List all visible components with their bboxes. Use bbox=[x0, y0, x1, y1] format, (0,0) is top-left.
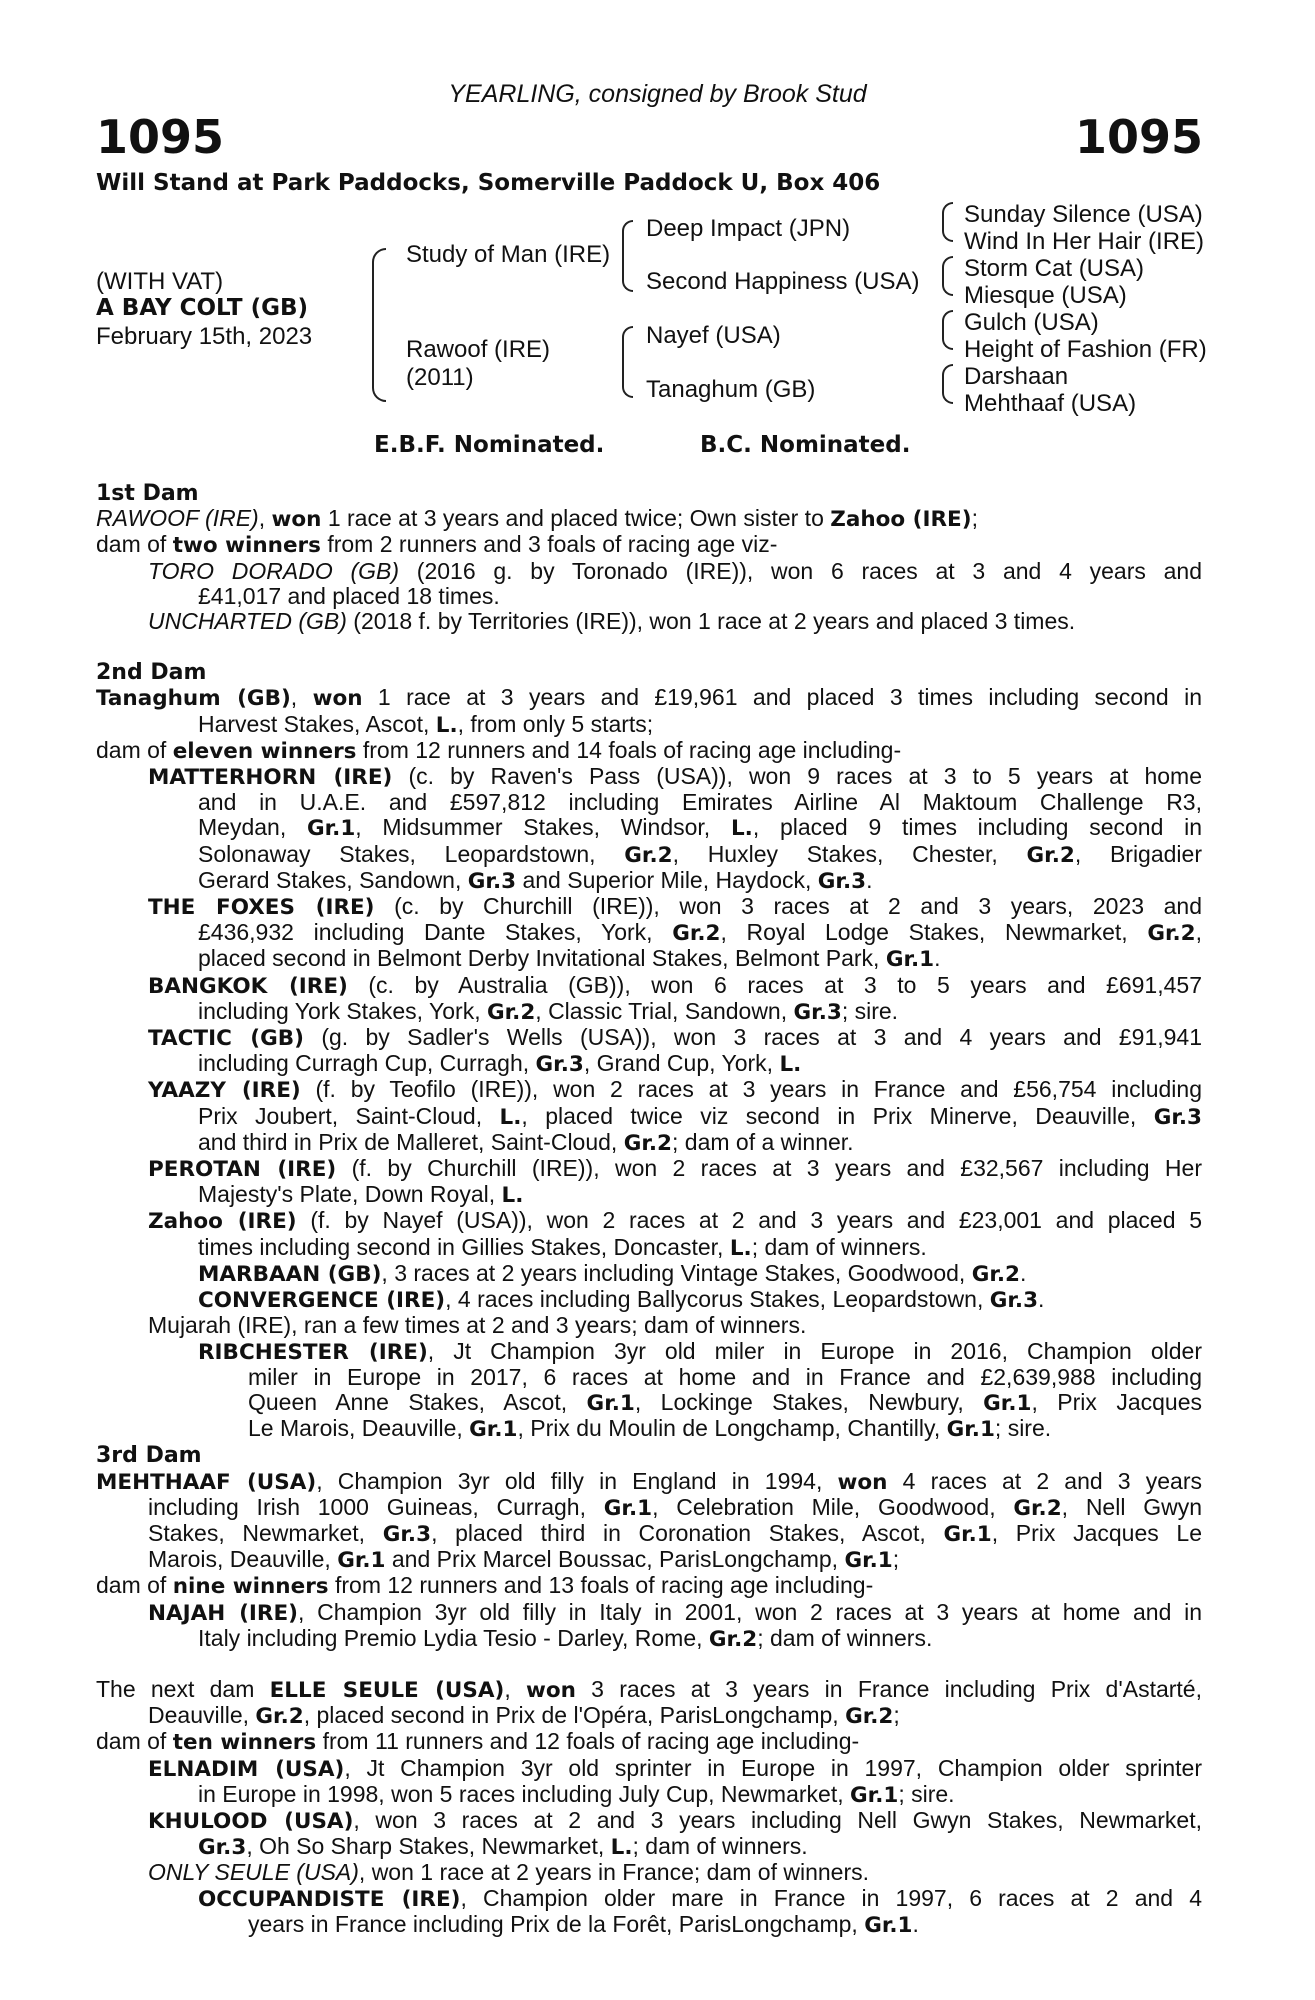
line-text: , bbox=[290, 684, 313, 711]
bold-text: OCCUPANDISTE (IRE) bbox=[198, 1886, 461, 1912]
line-text: , Nell Gwyn bbox=[1061, 1493, 1202, 1520]
catalogue-line bbox=[96, 1182, 1202, 1208]
bold-text: Tanaghum (GB) bbox=[96, 686, 291, 712]
bold-text: NAJAH (IRE) bbox=[148, 1600, 298, 1626]
line-text: dam of bbox=[96, 736, 173, 763]
line-text: and third in Prix de Malleret, Saint-Cloud, bbox=[198, 1128, 624, 1155]
bold-text: Gr.3 bbox=[467, 868, 517, 894]
catalogue-line bbox=[96, 1313, 1202, 1338]
line-text: Le Marois, Deauville, bbox=[248, 1415, 470, 1442]
line-text: 3 races at 3 years in France including Prix d'Astarté, bbox=[575, 1675, 1202, 1702]
catalogue-line bbox=[96, 842, 1202, 868]
catalogue-line bbox=[96, 1025, 1202, 1051]
line-text: . bbox=[866, 866, 873, 893]
line-text: Prix Joubert, Saint-Cloud, bbox=[198, 1102, 500, 1129]
bold-text: Gr.3 bbox=[535, 1052, 584, 1078]
line-text: and Superior Mile, Haydock, bbox=[516, 866, 818, 893]
catalogue-line bbox=[96, 1104, 1202, 1130]
bold-text: Zahoo (IRE) bbox=[830, 507, 972, 533]
pedigree-dam-sire: Nayef (USA) bbox=[646, 322, 781, 349]
line-text: (c. by Australia (GB)), won 6 races at 3 to 5 years and £691,457 bbox=[347, 971, 1202, 998]
bold-text: Gr.2 bbox=[623, 1130, 673, 1156]
line-text: dam of bbox=[96, 1728, 173, 1755]
catalogue-line bbox=[96, 1077, 1202, 1103]
line-text: (2016 g. by Toronado (IRE)), won 6 races at 3 and 4 years and bbox=[399, 557, 1202, 584]
line-text: ; bbox=[971, 505, 978, 532]
paragraph-gap bbox=[96, 1652, 1202, 1677]
pedigree-brace-g1 bbox=[942, 202, 953, 242]
catalogue-line bbox=[96, 790, 1202, 815]
ebf-nomination: E.B.F. Nominated. bbox=[374, 432, 605, 458]
line-text: ; dam of winners. bbox=[632, 1833, 808, 1860]
bold-text: Gr.1 bbox=[983, 1390, 1032, 1416]
line-text: ; bbox=[892, 1546, 900, 1573]
bold-text: Gr.2 bbox=[486, 999, 536, 1025]
line-text: . bbox=[912, 1910, 919, 1937]
catalogue-line bbox=[96, 506, 1202, 532]
catalogue-line bbox=[96, 1808, 1202, 1834]
bold-text: TACTIC (GB) bbox=[148, 1026, 304, 1052]
bold-text: Gr.3 bbox=[793, 999, 842, 1025]
catalogue-line bbox=[96, 946, 1202, 972]
bold-text: Gr.1 bbox=[306, 816, 356, 842]
pedigree-g3: Storm Cat (USA) bbox=[964, 255, 1145, 282]
catalogue-line bbox=[96, 1261, 1202, 1287]
line-text: ; dam of winners. bbox=[751, 1233, 927, 1260]
bold-text: L. bbox=[501, 1183, 524, 1209]
line-text: The next dam bbox=[96, 1675, 270, 1702]
catalogue-line bbox=[96, 1051, 1202, 1077]
bold-text: won bbox=[271, 507, 322, 533]
bold-text: Gr.2 bbox=[255, 1704, 304, 1730]
line-text: ; bbox=[893, 1702, 900, 1729]
catalogue-line bbox=[96, 1339, 1202, 1365]
line-text: Gerard Stakes, Sandown, bbox=[198, 866, 468, 893]
bold-text: Gr.2 bbox=[1026, 842, 1075, 868]
line-text: £41,017 and placed 18 times. bbox=[198, 582, 500, 609]
line-text: , won 3 races at 2 and 3 years including Nell Gwyn Stakes, Newmarket, bbox=[353, 1806, 1203, 1833]
line-text: 4 races at 2 and 3 years bbox=[887, 1467, 1203, 1494]
bold-text: Gr.2 bbox=[845, 1704, 894, 1730]
line-text: Solonaway Stakes, Leopardstown, bbox=[198, 840, 625, 867]
bold-text: Gr.2 bbox=[624, 842, 673, 868]
catalogue-line bbox=[96, 1521, 1202, 1547]
line-text: Stakes, Newmarket, bbox=[148, 1519, 383, 1546]
line-text: ; sire. bbox=[898, 1780, 955, 1807]
vat-note: (WITH VAT) bbox=[96, 268, 224, 295]
line-text: from 2 runners and 3 foals of racing age viz- bbox=[320, 531, 778, 558]
line-text: (c. by Churchill (IRE)), won 3 races at 2 and 3 years, 2023 and bbox=[374, 893, 1202, 920]
bold-text: L. bbox=[435, 712, 458, 738]
bold-text: Gr.3 bbox=[382, 1521, 432, 1547]
line-text: , placed third in Coronation Stakes, Ascot, bbox=[431, 1519, 944, 1546]
bold-text: Gr.1 bbox=[844, 1548, 893, 1574]
line-text: including Irish 1000 Guineas, Curragh, bbox=[148, 1493, 604, 1520]
line-text: miler in Europe in 2017, 6 races at home and in France and £2,639,988 including bbox=[248, 1363, 1202, 1390]
bold-text: Gr.2 bbox=[672, 921, 721, 947]
line-text: Majesty's Plate, Down Royal, bbox=[198, 1181, 502, 1208]
line-text: dam of bbox=[96, 531, 173, 558]
line-text: years in France including Prix de la Forêt, ParisLongchamp, bbox=[248, 1910, 865, 1937]
bold-text: won bbox=[525, 1677, 576, 1703]
line-text: , Champion 3yr old filly in England in 1994, bbox=[316, 1467, 838, 1494]
bold-text: MARBAAN (GB) bbox=[198, 1261, 382, 1287]
line-text: , Brigadier bbox=[1074, 840, 1202, 867]
line-text: , Champion 3yr old filly in Italy in 2001, won 2 races at 3 years at home and in bbox=[297, 1598, 1202, 1625]
catalogue-line bbox=[96, 532, 1202, 558]
bold-text: THE FOXES (IRE) bbox=[148, 895, 375, 921]
line-text: , 3 races at 2 years including Vintage Stakes, Goodwood, bbox=[381, 1259, 972, 1286]
pedigree-sire: Study of Man (IRE) bbox=[406, 241, 611, 268]
catalogue-line bbox=[96, 1442, 1202, 1468]
line-text: from 12 runners and 14 foals of racing age including- bbox=[356, 736, 902, 763]
section-heading: 1st Dam bbox=[96, 481, 199, 506]
catalogue-line bbox=[96, 1703, 1202, 1729]
line-text: and Prix Marcel Boussac, ParisLongchamp, bbox=[385, 1546, 845, 1573]
horse-name: A BAY COLT (GB) bbox=[96, 295, 309, 321]
line-text: . bbox=[934, 945, 941, 972]
bold-text: Gr.1 bbox=[885, 947, 935, 973]
line-text: in Europe in 1998, won 5 races including July Cup, Newmarket, bbox=[198, 1780, 851, 1807]
line-text: including York Stakes, York, bbox=[198, 997, 487, 1024]
paragraph-gap bbox=[96, 634, 1202, 659]
bold-text: two winners bbox=[172, 533, 321, 559]
line-text: , Jt Champion 3yr old sprinter in Europe in 1997, Champion older sprinter bbox=[344, 1754, 1202, 1781]
consignment-note: YEARLING, consigned by Brook Stud bbox=[448, 80, 867, 108]
horse-dob: February 15th, 2023 bbox=[96, 323, 313, 350]
catalogue-line bbox=[96, 1469, 1202, 1495]
pedigree-brace-sire bbox=[622, 220, 633, 292]
catalogue-line bbox=[96, 868, 1202, 894]
pedigree-g5: Gulch (USA) bbox=[964, 309, 1099, 336]
catalogue-line bbox=[96, 1729, 1202, 1755]
catalogue-line bbox=[96, 1782, 1202, 1808]
pedigree-brace-dam bbox=[622, 326, 633, 398]
bold-text: MEHTHAAF (USA) bbox=[96, 1469, 317, 1495]
line-text: , Prix Jacques bbox=[1031, 1388, 1202, 1415]
line-text: , Lockinge Stakes, Newbury, bbox=[634, 1388, 984, 1415]
lot-number-left: 1095 bbox=[96, 110, 225, 164]
italic-text: UNCHARTED (GB) bbox=[148, 608, 347, 635]
line-text: (f. by Teofilo (IRE)), won 2 races at 3 years in France and £56,754 including bbox=[300, 1076, 1203, 1103]
bold-text: Gr.2 bbox=[708, 1626, 758, 1652]
catalogue-line bbox=[96, 609, 1202, 634]
bold-text: Gr.1 bbox=[337, 1548, 386, 1574]
line-text: , Royal Lodge Stakes, Newmarket, bbox=[720, 919, 1148, 946]
catalogue-line bbox=[96, 1130, 1202, 1156]
bold-text: MATTERHORN (IRE) bbox=[148, 765, 393, 791]
italic-text: RAWOOF (IRE) bbox=[96, 505, 259, 532]
bold-text: PEROTAN (IRE) bbox=[148, 1157, 337, 1183]
catalogue-line bbox=[96, 1573, 1202, 1599]
catalogue-line bbox=[96, 920, 1202, 946]
line-text: (f. by Churchill (IRE)), won 2 races at 3 years and £32,567 including Her bbox=[336, 1155, 1202, 1182]
catalogue-line bbox=[96, 1287, 1202, 1313]
bold-text: Gr.3 bbox=[989, 1288, 1039, 1314]
line-text: , Classic Trial, Sandown, bbox=[535, 997, 794, 1024]
section-heading: 2nd Dam bbox=[96, 660, 207, 686]
line-text: (g. by Sadler's Wells (USA)), won 3 races at 3 and 4 years and £91,941 bbox=[303, 1024, 1203, 1051]
italic-text: TORO DORADO (GB) bbox=[148, 557, 400, 584]
line-text: , bbox=[1195, 919, 1203, 946]
line-text: , Jt Champion 3yr old miler in Europe in 2016, Champion older bbox=[427, 1337, 1202, 1364]
line-text: , placed second in Prix de l'Opéra, ParisLongchamp, bbox=[303, 1702, 846, 1729]
bold-text: Gr.1 bbox=[586, 1390, 635, 1416]
line-text: , bbox=[504, 1675, 526, 1702]
pedigree-g6: Height of Fashion (FR) bbox=[964, 336, 1207, 363]
line-text: 1 race at 3 years and £19,961 and placed 3 times including second in bbox=[362, 684, 1202, 711]
bold-text: ten winners bbox=[172, 1730, 317, 1756]
line-text: from 11 runners and 12 foals of racing age including- bbox=[316, 1728, 860, 1755]
catalogue-line bbox=[96, 659, 1202, 685]
line-text: (f. by Nayef (USA)), won 2 races at 2 and 3 years and £23,001 and placed 5 bbox=[296, 1207, 1203, 1234]
line-text: £436,932 including Dante Stakes, York, bbox=[198, 919, 673, 946]
bold-text: BANGKOK (IRE) bbox=[148, 973, 348, 999]
bold-text: YAAZY (IRE) bbox=[148, 1078, 301, 1104]
line-text: , Prix du Moulin de Longchamp, Chantilly, bbox=[517, 1415, 947, 1442]
bold-text: L. bbox=[499, 1104, 522, 1130]
line-text: ; sire. bbox=[841, 997, 899, 1024]
catalogue-line bbox=[96, 894, 1202, 920]
bold-text: ELLE SEULE (USA) bbox=[269, 1677, 505, 1703]
line-text: times including second in Gillies Stakes, Doncaster, bbox=[198, 1233, 730, 1260]
pedigree-sire-dam: Second Happiness (USA) bbox=[646, 268, 920, 295]
pedigree-g1: Sunday Silence (USA) bbox=[964, 201, 1203, 228]
line-text: , won 1 race at 2 years in France; dam of winners. bbox=[358, 1859, 869, 1886]
line-text: (c. by Raven's Pass (USA)), won 9 races at 3 to 5 years at home bbox=[392, 763, 1202, 790]
line-text: . bbox=[1020, 1259, 1027, 1286]
catalogue-line bbox=[96, 1208, 1202, 1234]
line-text: , Grand Cup, York, bbox=[583, 1050, 780, 1077]
bold-text: Gr.1 bbox=[850, 1782, 899, 1808]
catalogue-line bbox=[96, 738, 1202, 764]
line-text: , bbox=[258, 505, 272, 532]
catalogue-line bbox=[96, 1756, 1202, 1782]
catalogue-line bbox=[96, 1495, 1202, 1521]
pedigree-sire-sire: Deep Impact (JPN) bbox=[646, 215, 851, 242]
bold-text: Gr.2 bbox=[1013, 1495, 1062, 1521]
pedigree-brace-g4 bbox=[942, 364, 953, 404]
bold-text: CONVERGENCE (IRE) bbox=[198, 1288, 446, 1314]
catalogue-line bbox=[96, 584, 1202, 609]
line-text: , Midsummer Stakes, Windsor, bbox=[355, 814, 731, 841]
bold-text: Gr.1 bbox=[603, 1495, 653, 1521]
line-text: , from only 5 starts; bbox=[457, 710, 654, 737]
catalogue-line bbox=[96, 480, 1202, 506]
bold-text: Gr.2 bbox=[1147, 921, 1196, 947]
pedigree-dam-year: (2011) bbox=[406, 364, 474, 391]
pedigree-g2: Wind In Her Hair (IRE) bbox=[964, 228, 1205, 255]
lot-number-right: 1095 bbox=[1074, 110, 1203, 164]
bold-text: L. bbox=[729, 1235, 752, 1261]
line-text: and in U.A.E. and £597,812 including Emirates Airline Al Maktoum Challenge R3, bbox=[198, 789, 1202, 816]
pedigree-g7: Darshaan bbox=[964, 363, 1069, 390]
line-text: Deauville, bbox=[148, 1702, 256, 1729]
line-text: , Oh So Sharp Stakes, Newmarket, bbox=[246, 1833, 611, 1860]
bold-text: Gr.1 bbox=[946, 1417, 995, 1443]
bold-text: nine winners bbox=[172, 1574, 329, 1600]
pedigree-brace-g3 bbox=[942, 310, 953, 350]
bold-text: Gr.1 bbox=[943, 1521, 992, 1547]
pedigree-brace-main bbox=[372, 248, 386, 402]
pedigree-dam-dam: Tanaghum (GB) bbox=[646, 376, 816, 403]
bold-text: won bbox=[837, 1469, 888, 1495]
line-text: Harvest Stakes, Ascot, bbox=[198, 710, 436, 737]
line-text: Marois, Deauville, bbox=[148, 1546, 338, 1573]
italic-text: ONLY SEULE (USA) bbox=[148, 1859, 359, 1886]
section-heading: 3rd Dam bbox=[96, 1443, 202, 1469]
catalogue-line bbox=[96, 685, 1202, 711]
line-text: placed second in Belmont Derby Invitational Stakes, Belmont Park, bbox=[198, 945, 886, 972]
catalogue-line bbox=[96, 1390, 1202, 1416]
line-text: Meydan, bbox=[198, 814, 307, 841]
line-text: , placed twice viz second in Prix Minerve, Deauville, bbox=[521, 1102, 1154, 1129]
bold-text: eleven winners bbox=[172, 738, 357, 764]
line-text: , placed 9 times including second in bbox=[752, 814, 1203, 841]
catalogue-line bbox=[96, 1912, 1202, 1938]
catalogue-body bbox=[96, 480, 1202, 1938]
line-text: ; dam of winners. bbox=[757, 1624, 933, 1651]
line-text: ; sire. bbox=[994, 1415, 1052, 1442]
line-text: from 12 runners and 13 foals of racing age including- bbox=[328, 1572, 874, 1599]
catalogue-line bbox=[96, 1677, 1202, 1703]
line-text: , Champion older mare in France in 1997, 6 races at 2 and 4 bbox=[460, 1884, 1202, 1911]
pedigree-g4: Miesque (USA) bbox=[964, 282, 1127, 309]
catalogue-line bbox=[96, 559, 1202, 584]
bold-text: Gr.3 bbox=[817, 868, 867, 894]
line-text: 1 race at 3 years and placed twice; Own sister to bbox=[321, 505, 831, 532]
catalogue-line bbox=[96, 1416, 1202, 1442]
catalogue-line bbox=[96, 1834, 1202, 1860]
bold-text: Gr.1 bbox=[864, 1912, 913, 1938]
catalogue-line bbox=[96, 973, 1202, 999]
bc-nomination: B.C. Nominated. bbox=[700, 432, 911, 458]
catalogue-line bbox=[96, 712, 1202, 738]
bold-text: L. bbox=[610, 1835, 633, 1861]
bold-text: won bbox=[312, 686, 363, 712]
line-text: , Huxley Stakes, Chester, bbox=[672, 840, 1027, 867]
line-text: Mujarah (IRE), ran a few times at 2 and 3 years; dam of winners. bbox=[148, 1312, 807, 1339]
line-text: , Celebration Mile, Goodwood, bbox=[652, 1493, 1014, 1520]
stand-location: Will Stand at Park Paddocks, Somerville Paddock U, Box 406 bbox=[96, 170, 881, 196]
bold-text: RIBCHESTER (IRE) bbox=[198, 1339, 428, 1365]
bold-text: Gr.2 bbox=[971, 1261, 1020, 1287]
line-text: , Prix Jacques Le bbox=[991, 1519, 1203, 1546]
pedigree-dam: Rawoof (IRE) bbox=[406, 336, 551, 363]
pedigree-g8: Mehthaaf (USA) bbox=[964, 390, 1137, 417]
line-text: Queen Anne Stakes, Ascot, bbox=[248, 1388, 587, 1415]
pedigree-brace-g2 bbox=[942, 256, 953, 296]
line-text: including Curragh Cup, Curragh, bbox=[198, 1050, 536, 1077]
catalogue-line bbox=[96, 815, 1202, 841]
line-text: (2018 f. by Territories (IRE)), won 1 race at 2 years and placed 3 times. bbox=[346, 608, 1076, 635]
line-text: , 4 races including Ballycorus Stakes, Leopardstown, bbox=[445, 1286, 990, 1313]
catalogue-line bbox=[96, 1626, 1202, 1652]
bold-text: KHULOOD (USA) bbox=[148, 1808, 354, 1834]
catalogue-line bbox=[96, 1886, 1202, 1912]
bold-text: Gr.3 bbox=[1153, 1104, 1202, 1130]
bold-text: Gr.1 bbox=[469, 1417, 518, 1443]
catalogue-line bbox=[96, 999, 1202, 1025]
bold-text: ELNADIM (USA) bbox=[148, 1756, 345, 1782]
bold-text: L. bbox=[730, 816, 753, 842]
bold-text: Zahoo (IRE) bbox=[148, 1209, 297, 1235]
catalogue-line bbox=[96, 1156, 1202, 1182]
line-text: dam of bbox=[96, 1572, 173, 1599]
bold-text: Gr.3 bbox=[198, 1835, 247, 1861]
catalogue-line bbox=[96, 1860, 1202, 1885]
line-text: ; dam of a winner. bbox=[672, 1128, 854, 1155]
catalogue-line bbox=[96, 1547, 1202, 1573]
catalogue-line bbox=[96, 1365, 1202, 1390]
line-text: . bbox=[1038, 1286, 1045, 1313]
catalogue-line bbox=[96, 1235, 1202, 1261]
catalogue-line bbox=[96, 764, 1202, 790]
catalogue-line bbox=[96, 1600, 1202, 1626]
line-text: Italy including Premio Lydia Tesio - Darley, Rome, bbox=[198, 1624, 709, 1651]
bold-text: L. bbox=[779, 1052, 802, 1078]
